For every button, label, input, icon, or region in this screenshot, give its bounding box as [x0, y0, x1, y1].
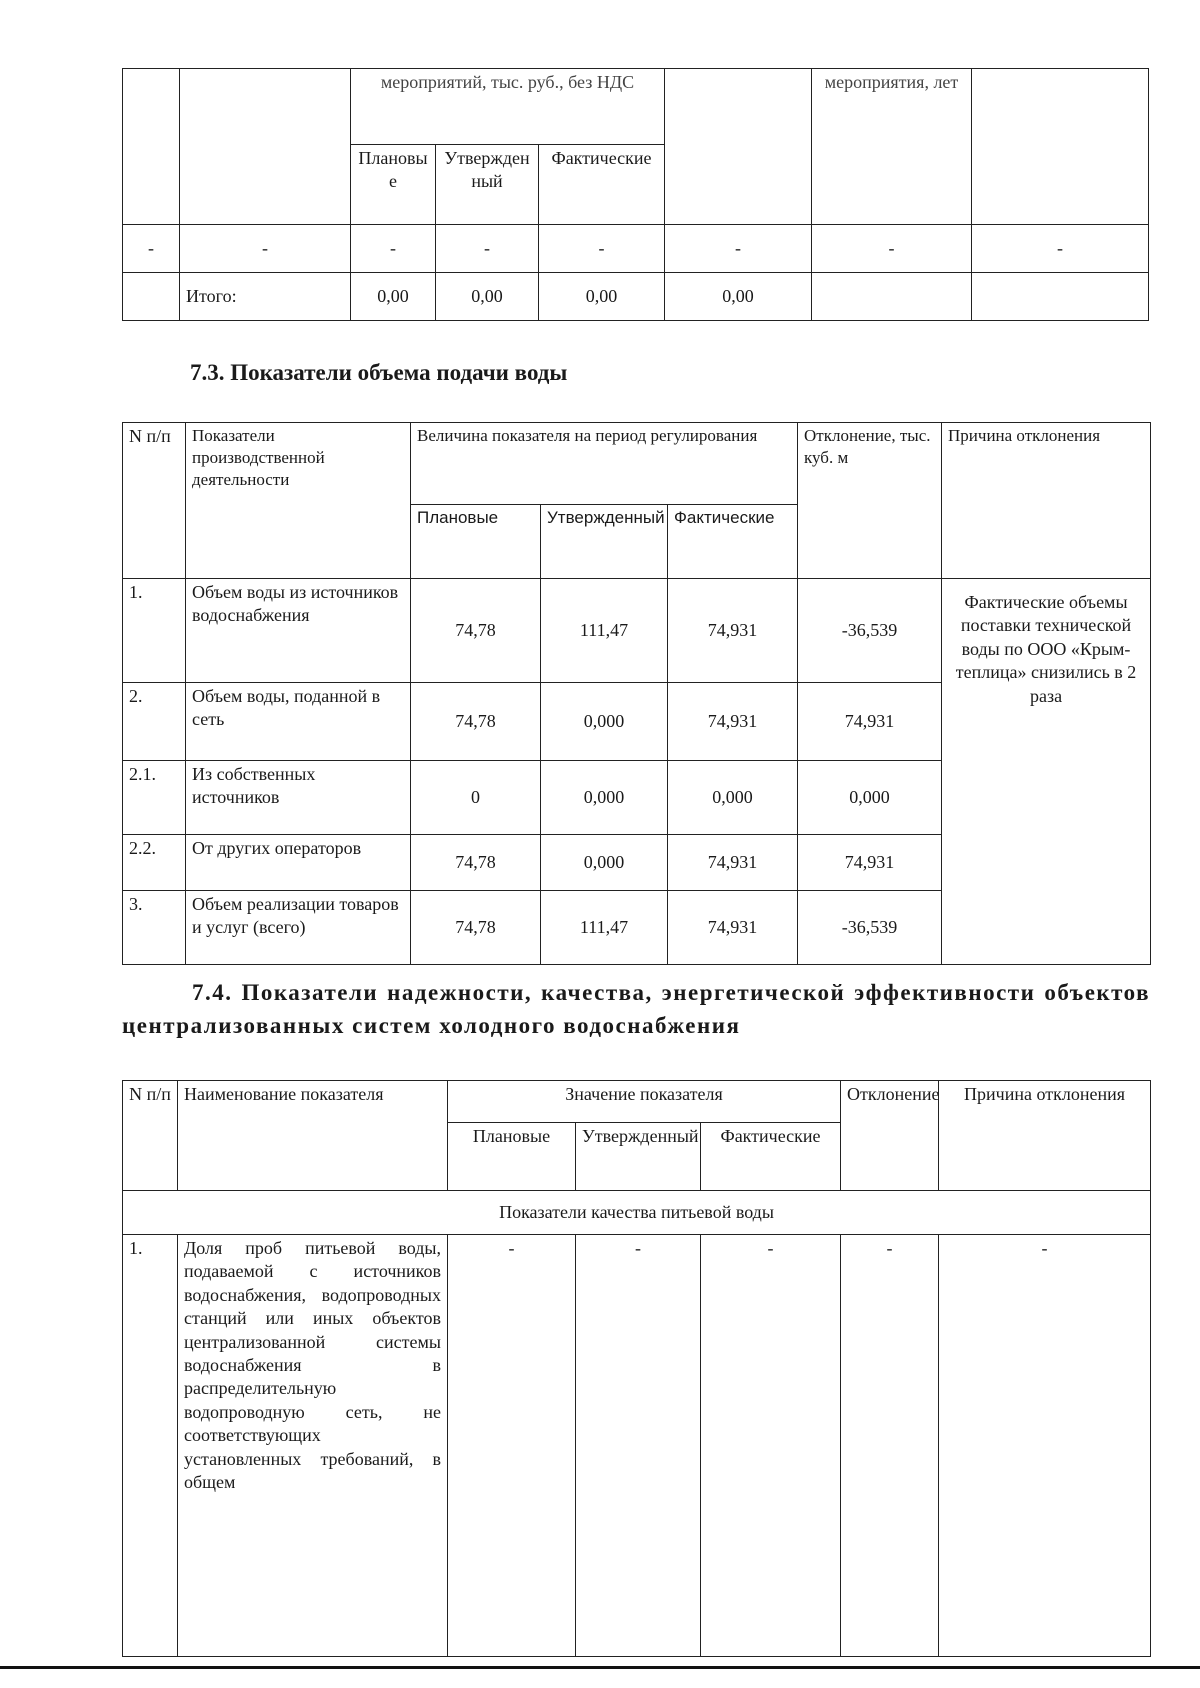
section-7-3-title: 7.3. Показатели объема подачи воды — [190, 360, 568, 385]
row-num: 2. — [123, 683, 186, 761]
row-deviation: -36,539 — [798, 579, 942, 683]
reliability-table — [122, 1080, 1151, 1657]
investment-table — [122, 68, 1149, 321]
header-deviation: Отклонение — [841, 1081, 939, 1191]
subheader-fact: Фактические — [701, 1123, 841, 1191]
header-name: Наименование показателя — [178, 1081, 448, 1191]
row-deviation: 74,931 — [798, 683, 942, 761]
header-reason: Причина отклонения — [942, 423, 1151, 579]
header-deviation: Отклонение, тыс. куб. м — [798, 423, 942, 579]
row-approved: 0,000 — [541, 683, 668, 761]
reason-text: Фактические объемы поставки технической воды по ООО «Крым-теплица» снизились в 2 раза — [942, 579, 1151, 965]
dash-cell: - — [123, 225, 180, 273]
water-supply-table — [122, 422, 1151, 965]
total-value: 0,00 — [665, 273, 812, 321]
subheader-plan: Плановые — [411, 505, 541, 579]
row-num: 2.1. — [123, 761, 186, 835]
total-value: 0,00 — [436, 273, 539, 321]
row-value: - — [939, 1235, 1151, 1657]
row-fact: 74,931 — [668, 891, 798, 965]
row-deviation: -36,539 — [798, 891, 942, 965]
row-value: - — [841, 1235, 939, 1657]
subheader-fact: Фактические — [539, 145, 665, 225]
row-approved: 0,000 — [541, 761, 668, 835]
row-fact: 74,931 — [668, 683, 798, 761]
cell-blank — [123, 273, 180, 321]
row-name: Объем реализации товаров и услуг (всего) — [186, 891, 411, 965]
dash-cell: - — [665, 225, 812, 273]
row-deviation: 0,000 — [798, 761, 942, 835]
header-indicator: Показатели производственной деятельности — [186, 423, 411, 579]
row-fact: 0,000 — [668, 761, 798, 835]
dash-cell: - — [180, 225, 351, 273]
dash-cell: - — [539, 225, 665, 273]
row-name: Объем воды, поданной в сеть — [186, 683, 411, 761]
section-7-4-title — [122, 976, 1150, 1043]
row-name: Из собственных источников — [186, 761, 411, 835]
subheader-fact: Фактические — [668, 505, 798, 579]
row-approved: 0,000 — [541, 835, 668, 891]
row-name: От других операторов — [186, 835, 411, 891]
header-num: N п/п — [123, 1081, 178, 1191]
row-plan: 74,78 — [411, 835, 541, 891]
row-deviation: 74,931 — [798, 835, 942, 891]
subheader-approved: Утвержденный — [576, 1123, 701, 1191]
row-plan: 0 — [411, 761, 541, 835]
cell-blank — [812, 273, 972, 321]
row-name: Объем воды из источников водоснабжения — [186, 579, 411, 683]
row-value: - — [701, 1235, 841, 1657]
cell-blank — [972, 69, 1149, 225]
header-measures-cost: мероприятий, тыс. руб., без НДС — [351, 69, 665, 145]
header-value: Значение показателя — [448, 1081, 841, 1123]
total-value: 0,00 — [539, 273, 665, 321]
row-approved: 111,47 — [541, 579, 668, 683]
cell-blank — [665, 69, 812, 225]
dash-cell: - — [812, 225, 972, 273]
row-fact: 74,931 — [668, 835, 798, 891]
cell-blank — [180, 69, 351, 225]
subheader-approved: Утвержденный — [436, 145, 539, 225]
row-plan: 74,78 — [411, 683, 541, 761]
total-label: Итого: — [180, 273, 351, 321]
row-approved: 111,47 — [541, 891, 668, 965]
dash-cell: - — [436, 225, 539, 273]
row-num: 2.2. — [123, 835, 186, 891]
dash-cell: - — [972, 225, 1149, 273]
cell-blank — [972, 273, 1149, 321]
page-bottom-rule — [0, 1666, 1200, 1669]
header-measures-years: мероприятия, лет — [812, 69, 972, 225]
cell-blank — [123, 69, 180, 225]
row-value: - — [576, 1235, 701, 1657]
row-name: Доля проб питьевой воды, подаваемой с источников водоснабжения, водопроводных станций или иных объектов централизованной системы водоснабжения в распределительную водопроводную сеть, не соответствующих установленных требований, в общем — [178, 1235, 448, 1657]
row-num: 1. — [123, 579, 186, 683]
header-reason: Причина отклонения — [939, 1081, 1151, 1191]
row-plan: 74,78 — [411, 579, 541, 683]
row-num: 3. — [123, 891, 186, 965]
section-7-4-title-text: 7.4. Показатели надежности, качества, энергетической эффективности объектов централизованных систем холодного водоснабжения — [122, 980, 1150, 1039]
row-plan: 74,78 — [411, 891, 541, 965]
row-fact: 74,931 — [668, 579, 798, 683]
subheader-plan: Плановые — [448, 1123, 576, 1191]
row-num: 1. — [123, 1235, 178, 1657]
header-num: N п/п — [123, 423, 186, 579]
dash-cell: - — [351, 225, 436, 273]
row-value: - — [448, 1235, 576, 1657]
section-row-quality: Показатели качества питьевой воды — [123, 1191, 1151, 1235]
subheader-plan: Плановые — [351, 145, 436, 225]
subheader-approved: Утвержденный — [541, 505, 668, 579]
total-value: 0,00 — [351, 273, 436, 321]
header-value-period: Величина показателя на период регулирования — [411, 423, 798, 505]
